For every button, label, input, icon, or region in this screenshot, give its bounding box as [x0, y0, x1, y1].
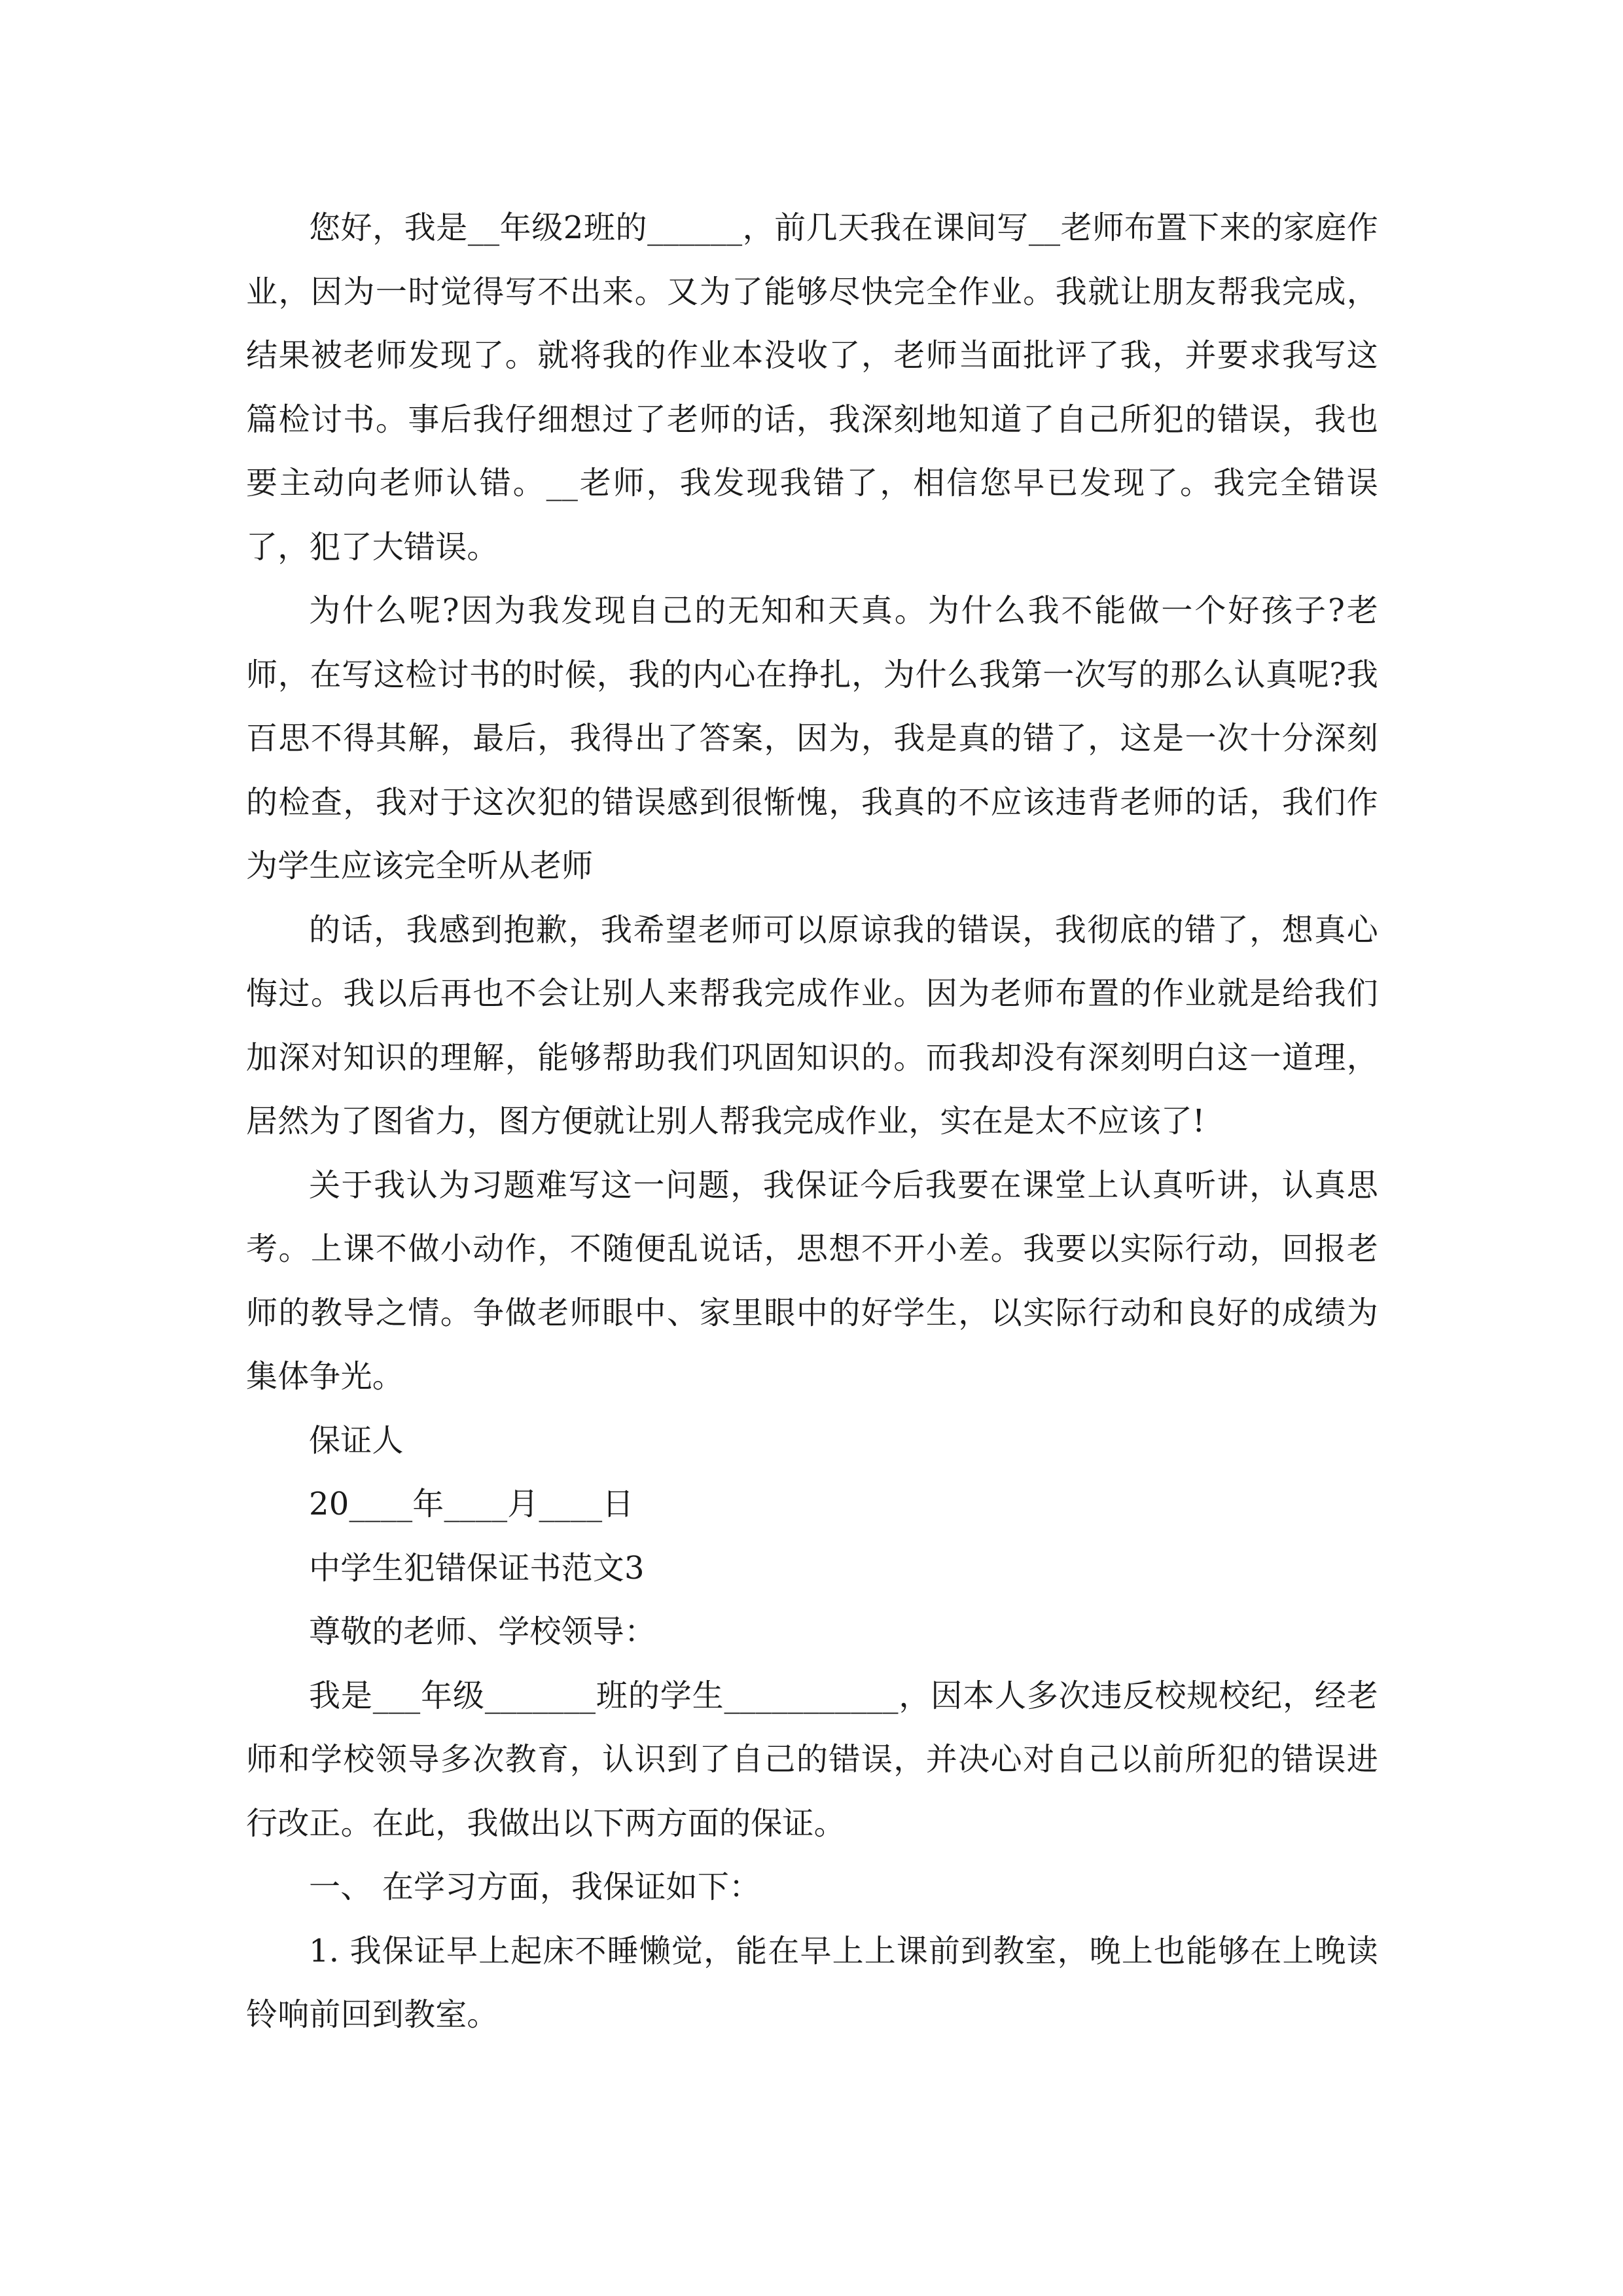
document-body	[246, 196, 1378, 2047]
list-item-1: 1. 我保证早上起床不睡懒觉，能在早上上课前到教室，晚上也能够在上晚读铃响前回到教室。	[246, 1932, 1378, 2033]
guarantor-label: 保证人	[309, 1422, 404, 1459]
section-title: 中学生犯错保证书范文3	[309, 1549, 645, 1587]
paragraph-student-intro: 我是___年级_______班的学生___________，因本人多次违反校规校纪，经老师和学校领导多次教育，认识到了自己的错误，并决心对自己以前所犯的错误进行改正。在此，我做出以下两方面的保证。	[246, 1677, 1378, 1842]
list-heading-study: 一、 在学习方面，我保证如下：	[309, 1869, 761, 1905]
salutation: 尊敬的老师、学校领导：	[309, 1613, 656, 1650]
paragraph-regret: 的话，我感到抱歉，我希望老师可以原谅我的错误，我彻底的错了，想真心悔过。我以后再也不会让别人来帮我完成作业。因为老师布置的作业就是给我们加深对知识的理解，能够帮助我们巩固知识的。而我却没有深刻明白这一道理，居然为了图省力，图方便就让别人帮我完成作业，实在是太不应该了!	[246, 911, 1378, 1139]
paragraph-promise: 关于我认为习题难写这一问题，我保证今后我要在课堂上认真听讲，认真思考。上课不做小动作，不随便乱说话，思想不开小差。我要以实际行动，回报老师的教导之情。争做老师眼中、家里眼中的好学生，以实际行动和良好的成绩为集体争光。	[246, 1166, 1378, 1395]
date-line: 20____年____月____日	[309, 1486, 634, 1522]
paragraph-apology-intro: 您好，我是__年级2班的______，前几天我在课间写__老师布置下来的家庭作业，因为一时觉得写不出来。又为了能够尽快完全作业。我就让朋友帮我完成，结果被老师发现了。就将我的作业本没收了，老师当面批评了我，并要求我写这篇检讨书。事后我仔细想过了老师的话，我深刻地知道了自己所犯的错误，我也要主动向老师认错。__老师，我发现我错了，相信您早已发现了。我完全错误了，犯了大错误。	[246, 209, 1378, 565]
paragraph-reflection: 为什么呢?因为我发现自己的无知和天真。为什么我不能做一个好孩子?老师，在写这检讨书的时候，我的内心在挣扎，为什么我第一次写的那么认真呢?我百思不得其解，最后，我得出了答案，因为，我是真的错了，这是一次十分深刻的检查，我对于这次犯的错误感到很惭愧，我真的不应该违背老师的话，我们作为学生应该完全听从老师	[246, 592, 1378, 884]
